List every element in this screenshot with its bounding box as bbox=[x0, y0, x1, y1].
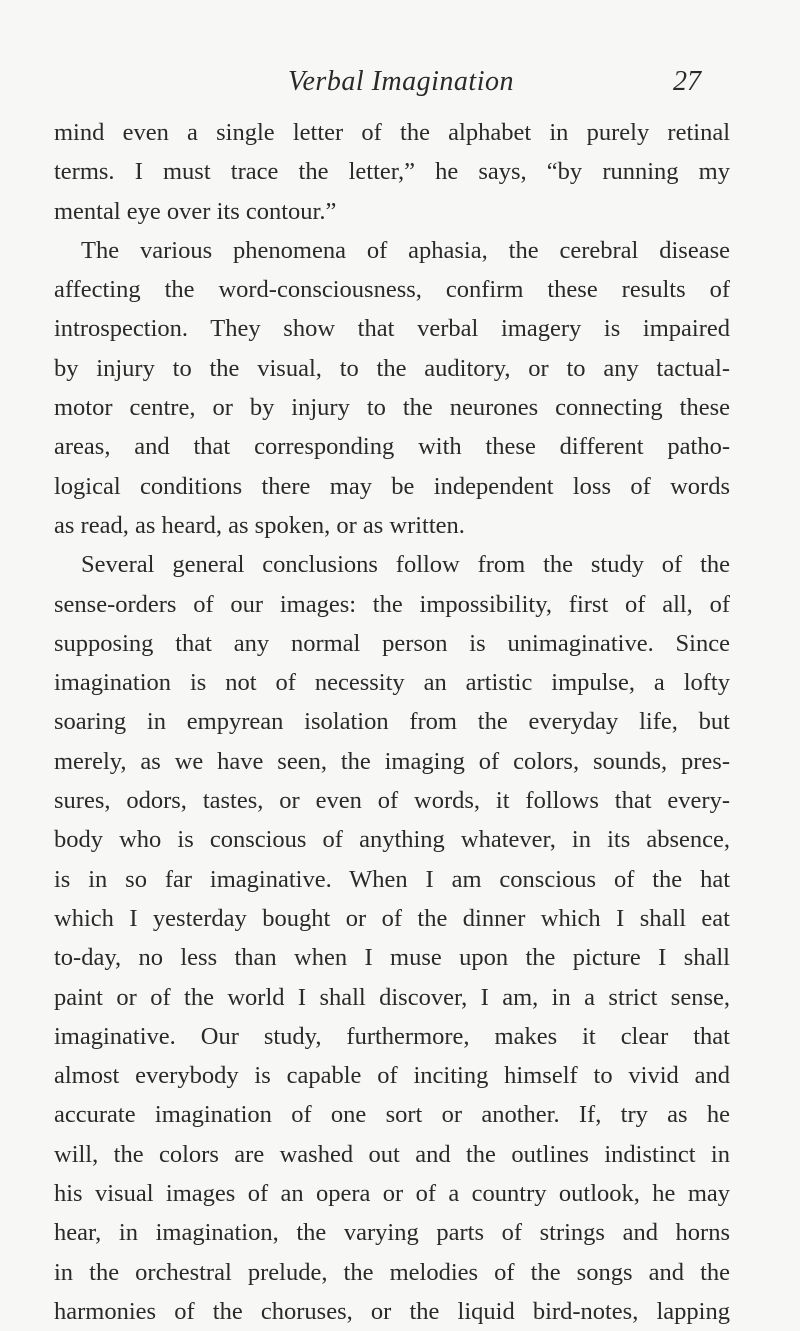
body-text bbox=[54, 113, 730, 1331]
running-title: Verbal Imagination bbox=[288, 66, 514, 97]
text-line: which I yesterday bought or of the dinner which I shall eat bbox=[54, 904, 730, 932]
text-line: logical conditions there may be independent loss of words bbox=[54, 472, 730, 500]
text-line: as read, as heard, as spoken, or as written. bbox=[54, 511, 465, 539]
text-line: paint or of the world I shall discover, I am, in a strict sense, bbox=[54, 983, 730, 1011]
text-line: sures, odors, tastes, or even of words, it follows that every- bbox=[54, 787, 730, 815]
text-line: body who is conscious of anything whatever, in its absence, bbox=[54, 826, 730, 854]
text-line: soaring in empyrean isolation from the everyday life, but bbox=[54, 708, 730, 736]
text-line: accurate imagination of one sort or another. If, try as he bbox=[54, 1101, 730, 1129]
text-line: by injury to the visual, to the auditory, or to any tactual- bbox=[54, 354, 730, 382]
page-number: 27 bbox=[673, 66, 701, 97]
running-head bbox=[0, 64, 800, 100]
text-line: hear, in imagination, the varying parts of strings and horns bbox=[54, 1219, 730, 1247]
text-line: areas, and that corresponding with these different patho- bbox=[54, 433, 730, 461]
text-line: supposing that any normal person is unimaginative. Since bbox=[54, 629, 730, 657]
text-line: will, the colors are washed out and the outlines indistinct in bbox=[54, 1140, 730, 1168]
text-line: affecting the word-consciousness, confirm these results of bbox=[54, 276, 730, 304]
text-line: imagination is not of necessity an artistic impulse, a lofty bbox=[54, 669, 730, 697]
text-line: almost everybody is capable of inciting himself to vivid and bbox=[54, 1062, 730, 1090]
text-line: mind even a single letter of the alphabet in purely retinal bbox=[54, 119, 730, 146]
text-line: mental eye over its contour.” bbox=[54, 197, 337, 225]
paragraph-start-line: The various phenomena of aphasia, the cerebral disease bbox=[81, 236, 730, 264]
text-line: harmonies of the choruses, or the liquid bird-notes, lapping bbox=[54, 1297, 730, 1325]
text-line: is in so far imaginative. When I am conscious of the hat bbox=[54, 865, 730, 893]
text-line: introspection. They show that verbal imagery is impaired bbox=[54, 315, 730, 343]
text-line: terms. I must trace the letter,” he says, “by running my bbox=[54, 158, 730, 186]
text-line: motor centre, or by injury to the neurones connecting these bbox=[54, 394, 730, 422]
text-line: his visual images of an opera or of a country outlook, he may bbox=[54, 1180, 730, 1208]
text-line: merely, as we have seen, the imaging of colors, sounds, pres- bbox=[54, 747, 730, 775]
text-line: imaginative. Our study, furthermore, makes it clear that bbox=[54, 1022, 730, 1050]
text-line: sense-orders of our images: the impossibility, first of all, of bbox=[54, 590, 730, 618]
paragraph-start-line: Several general conclusions follow from the study of the bbox=[81, 551, 730, 579]
text-line: to-day, no less than when I muse upon the picture I shall bbox=[54, 944, 730, 972]
text-line: in the orchestral prelude, the melodies of the songs and the bbox=[54, 1258, 730, 1286]
